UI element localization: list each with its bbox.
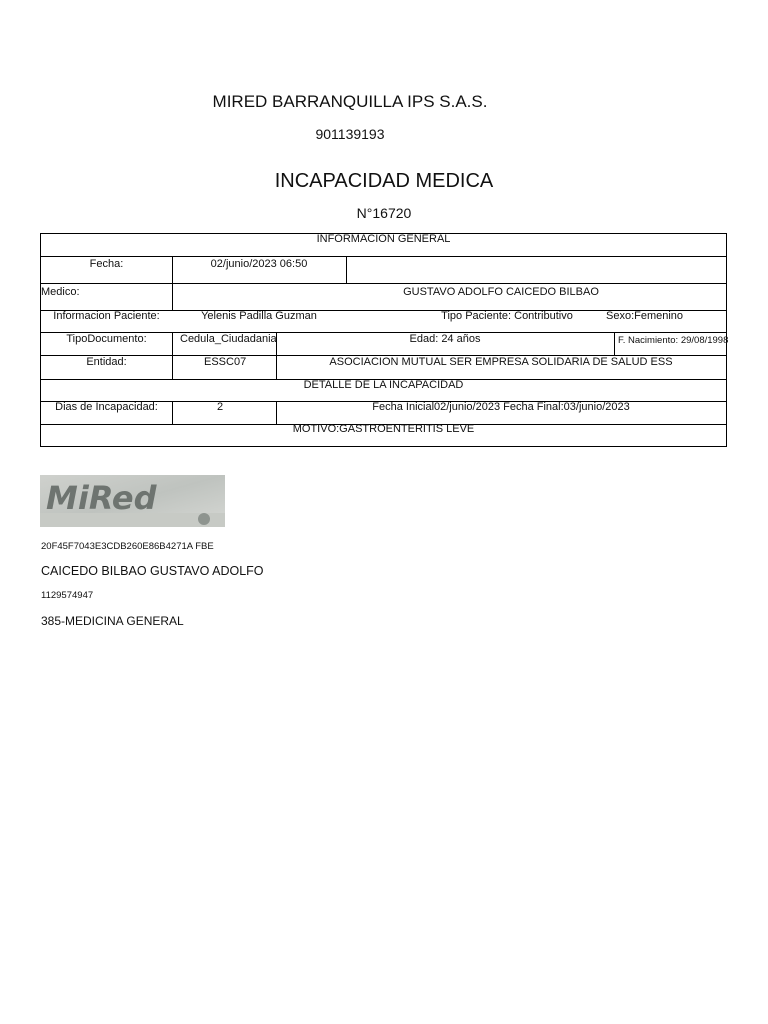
doctor-id: 1129574947 — [41, 590, 94, 601]
tipo-paciente: Tipo Paciente: Contributivo — [441, 310, 573, 322]
medico-value: GUSTAVO ADOLFO CAICEDO BILBAO — [403, 286, 599, 298]
mired-logo — [40, 475, 225, 527]
fechas-incapacidad: Fecha Inicial02/junio/2023 Fecha Final:03/junio/2023 — [372, 401, 630, 413]
tipodoc-value: Cedula_Ciudadania — [180, 333, 277, 345]
dias-label: Dias de Incapacidad: — [55, 401, 158, 413]
fecha-value: 02/junio/2023 06:50 — [210, 258, 308, 270]
dias-value: 2 — [216, 401, 224, 413]
section-general-header: INFORMACION GENERAL — [316, 233, 451, 245]
row-divider — [41, 283, 726, 284]
fecha-label: Fecha: — [89, 258, 124, 270]
company-nit: 901139193 — [315, 126, 385, 142]
entidad-name: ASOCIACION MUTUAL SER EMPRESA SOLIDARIA DE SALUD ESS — [329, 356, 673, 368]
doctor-specialty: 385-MEDICINA GENERAL — [41, 614, 184, 628]
incapacity-table — [40, 233, 727, 447]
doctor-name: CAICEDO BILBAO GUSTAVO ADOLFO — [41, 564, 264, 578]
medico-label: Medico: — [41, 286, 80, 298]
document-title: INCAPACIDAD MEDICA — [274, 170, 494, 192]
col-divider — [172, 332, 173, 379]
paciente-label: Informacion Paciente: — [53, 310, 160, 322]
svg-text:MiRed: MiRed — [46, 479, 157, 517]
company-name: MIRED BARRANQUILLA IPS S.A.S. — [212, 92, 488, 111]
motivo: MOTIVO:GASTROENTERITIS LEVE — [292, 423, 475, 435]
document-number: N°16720 — [356, 205, 412, 221]
signature-hash: 20F45F7043E3CDB260E86B4271A FBE — [41, 541, 214, 552]
edad: Edad: 24 años — [409, 333, 481, 345]
sexo: Sexo:Femenino — [606, 310, 684, 322]
col-divider — [614, 332, 615, 355]
paciente-value: Yelenis Padilla Guzman — [201, 310, 317, 322]
tipodoc-label: TipoDocumento: — [66, 333, 147, 345]
row-divider — [41, 256, 726, 257]
section-detalle-header: DETALLE DE LA INCAPACIDAD — [303, 379, 464, 391]
entidad-code: ESSC07 — [204, 356, 247, 368]
col-divider — [346, 256, 347, 283]
entidad-label: Entidad: — [86, 356, 127, 368]
fecha-nacimiento: F. Nacimiento: 29/08/1998 — [618, 335, 729, 346]
